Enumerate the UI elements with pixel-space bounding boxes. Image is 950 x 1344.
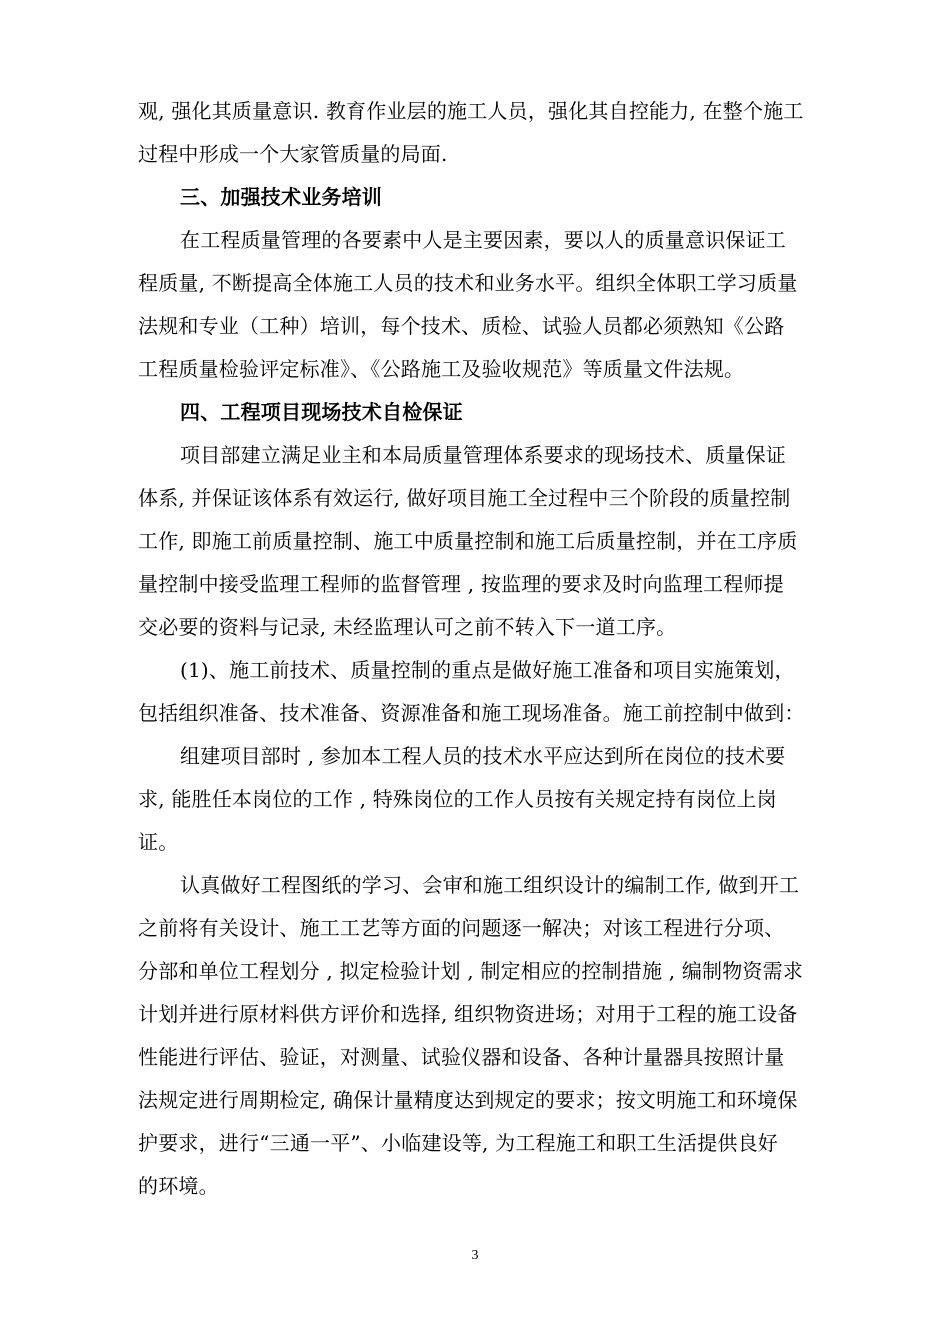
page-number: 3 bbox=[471, 1248, 479, 1263]
body-line: 性能进行评估、验证，对测量、试验仪器和设备、各种计量器具按照计量 bbox=[138, 1045, 785, 1069]
section-heading: 三、加强技术业务培训 bbox=[180, 185, 382, 209]
body-line: 分部和单位工程划分 , 拟定检验计划 , 制定相应的控制措施 , 编制物资需求 bbox=[138, 959, 804, 983]
body-line: 在工程质量管理的各要素中人是主要因素，要以人的质量意识保证工 bbox=[180, 228, 786, 252]
body-line: 程质量, 不断提高全体施工人员的技术和业务水平。组织全体职工学习质量 bbox=[138, 271, 798, 295]
body-line: 量控制中接受监理工程师的监督管理 , 按监理的要求及时向监理工程师提 bbox=[138, 572, 784, 596]
body-line: 体系, 并保证该体系有效运行, 做好项目施工全过程中三个阶段的质量控制 bbox=[138, 486, 791, 510]
body-line: 计划并进行原材料供方评价和选择, 组织物资进场；对用于工程的施工设备 bbox=[138, 1002, 798, 1026]
body-line: 法规和专业（工种）培训，每个技术、质检、试验人员都必须熟知《公路 bbox=[138, 314, 785, 338]
body-line: 之前将有关设计、施工工艺等方面的问题逐一解决；对该工程进行分项、 bbox=[138, 916, 785, 940]
body-line: 包括组织准备、技术准备、资源准备和施工现场准备。施工前控制中做到： bbox=[138, 701, 805, 725]
body-line: 认真做好工程图纸的学习、会审和施工组织设计的编制工作, 做到开工 bbox=[180, 873, 800, 897]
body-line: 项目部建立满足业主和本局质量管理体系要求的现场技术、质量保证 bbox=[180, 443, 786, 467]
body-line: 工程质量检验评定标准》、《公路施工及验收规范》等质量文件法规。 bbox=[138, 357, 745, 381]
body-line: 观, 强化其质量意识. 教育作业层的施工人员，强化其自控能力, 在整个施工 bbox=[138, 99, 804, 123]
body-line: 工作, 即施工前质量控制、施工中质量控制和施工后质量控制，并在工序质 bbox=[138, 529, 798, 553]
body-line: 证。 bbox=[138, 830, 179, 854]
body-line: 过程中形成一个大家管质量的局面. bbox=[138, 142, 448, 166]
body-line: 护要求，进行“三通一平”、小临建设等, 为工程施工和职工生活提供良好 bbox=[138, 1131, 778, 1155]
body-line: 交必要的资料与记录, 未经监理认可之前不转入下一道工序。 bbox=[138, 615, 677, 639]
section-heading: 四、工程项目现场技术自检保证 bbox=[180, 400, 463, 424]
body-line: 的环境。 bbox=[138, 1174, 219, 1198]
body-line: 法规定进行周期检定, 确保计量精度达到规定的要求；按文明施工和环境保 bbox=[138, 1088, 798, 1112]
body-line: 组建项目部时 , 参加本工程人员的技术水平应达到所在岗位的技术要 bbox=[180, 744, 786, 768]
body-line: 求, 能胜任本岗位的工作 , 特殊岗位的工作人员按有关规定持有岗位上岗 bbox=[138, 787, 777, 811]
body-line: (1)、施工前技术、质量控制的重点是做好施工准备和项目实施策划， bbox=[180, 658, 795, 682]
